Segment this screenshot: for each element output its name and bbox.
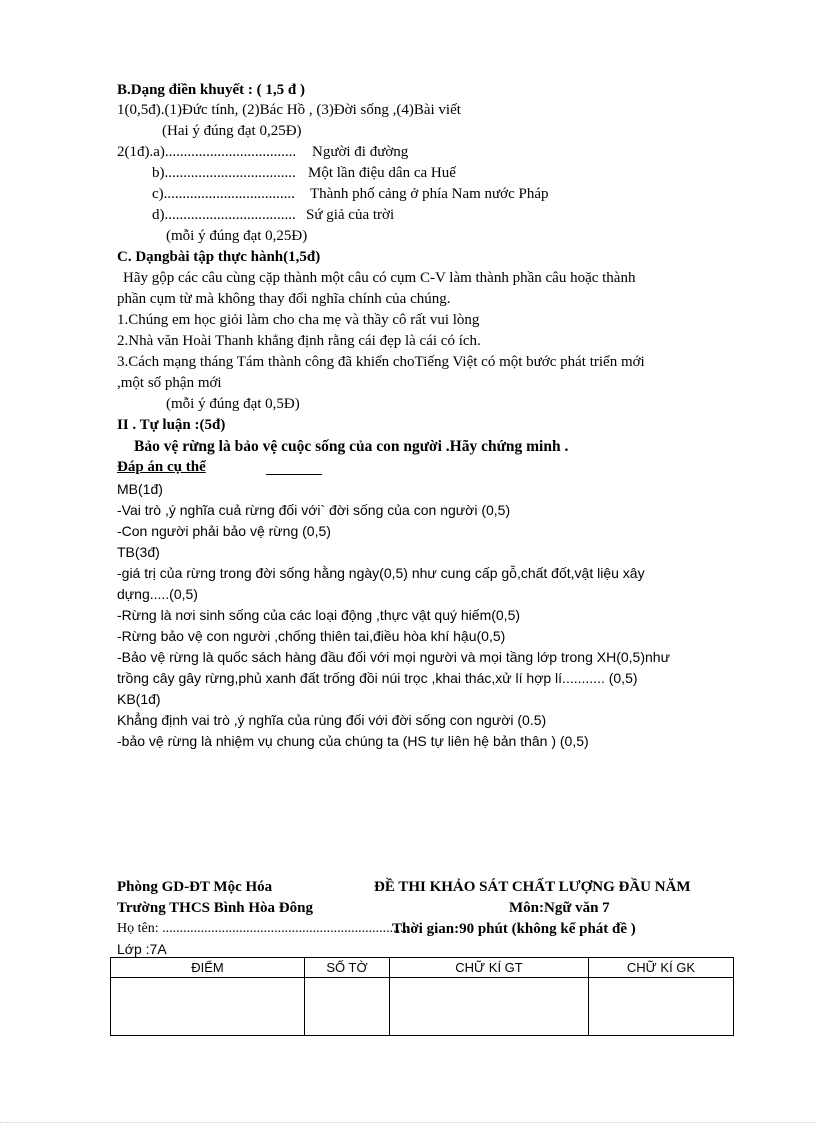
score-table — [110, 957, 734, 1036]
section-b-note1: (Hai ý đúng đạt 0,25Đ) — [162, 123, 302, 139]
section-c-heading: C. Dạngbài tập thực hành(1,5đ) — [117, 249, 321, 265]
section-b-line1: 1(0,5đ).(1)Đức tính, (2)Bác Hồ , (3)Đời sống ,(4)Bài viết — [117, 102, 461, 118]
page-count-cell — [305, 978, 390, 1036]
q2-c-text: Thành phố cảng ở phía Nam nước Pháp — [310, 186, 549, 202]
q2-a-lead: 2(1đ).a)................................... — [117, 144, 297, 160]
tb-item-4b: trồng cây gây rừng,phủ xanh đất trống đồi núi trọc ,khai thác,xử lí hợp lí........... (0,5) — [117, 670, 638, 686]
school-name: Trường THCS Bình Hòa Đông — [117, 900, 313, 916]
exam-time: Thời gian:90 phút (không kể phát đề ) — [392, 921, 636, 937]
section-c-s3b: ,một số phận mới — [117, 375, 222, 391]
mb-item-2: -Con người phải bảo vệ rừng (0,5) — [117, 523, 331, 539]
score-table-header-row — [111, 958, 734, 978]
exam-title: ĐỀ THI KHẢO SÁT CHẤT LƯỢNG ĐẦU NĂM — [374, 879, 691, 895]
header-page-count: SỐ TỜ — [305, 958, 390, 978]
q2-d-lead: d)................................... — [152, 207, 296, 223]
answer-title: Đáp án cụ thể — [117, 459, 206, 475]
tb-item-3: -Rừng bảo vệ con người ,chống thiên tai,điều hòa khí hậu(0,5) — [117, 628, 506, 644]
section-b-heading: B.Dạng điền khuyết : ( 1,5 đ ) — [117, 82, 305, 98]
score-cell — [111, 978, 305, 1036]
q2-c-lead: c)................................... — [152, 186, 295, 202]
q2-d-text: Sứ giả của trời — [306, 207, 395, 223]
header-score: ĐIỂM — [111, 958, 305, 978]
q2-note: (mỗi ý đúng đạt 0,25Đ) — [166, 228, 308, 244]
section-c-s2: 2.Nhà văn Hoài Thanh khẳng định rằng cái đẹp là cái có ích. — [117, 333, 481, 349]
tb-item-4a: -Bảo vệ rừng là quốc sách hàng đầu đối với mọi người và mọi tầng lớp trong XH(0,5)như — [117, 649, 670, 665]
section-c-intro2: phần cụm từ mà không thay đổi nghĩa chính của chúng. — [117, 291, 451, 307]
mb-heading: MB(1đ) — [117, 481, 163, 497]
essay-prompt: Bảo vệ rừng là bảo vệ cuộc sống của con người .Hãy chứng minh . — [134, 438, 569, 455]
section-c-s3a: 3.Cách mạng tháng Tám thành công đã khiến choTiếng Việt có một bước phát triển mới — [117, 354, 645, 370]
section-ii-heading: II . Tự luận :(5đ) — [117, 417, 226, 433]
tb-heading: TB(3đ) — [117, 544, 160, 560]
subject: Môn:Ngữ văn 7 — [509, 900, 610, 916]
section-c-note: (mỗi ý đúng đạt 0,5Đ) — [166, 396, 300, 412]
kb-heading: KB(1đ) — [117, 691, 161, 707]
office-name: Phòng GD-ĐT Mộc Hóa — [117, 879, 273, 895]
tb-item-2: -Rừng là nơi sinh sống của các loại động ,thực vật quý hiếm(0,5) — [117, 607, 521, 623]
answer-title-rule — [266, 474, 322, 475]
q2-b-lead: b)................................... — [152, 165, 296, 181]
tb-item-1b: dựng.....(0,5) — [117, 586, 198, 602]
grader-signature-cell — [589, 978, 734, 1036]
q2-b-text: Một lần điệu dân ca Huế — [308, 165, 456, 181]
student-name-field: Họ tên: ....................................................................... — [117, 921, 411, 936]
section-c-intro1: Hãy gộp các câu cùng cặp thành một câu có cụm C-V làm thành phần câu hoặc thành — [123, 270, 636, 286]
section-c-s1: 1.Chúng em học giỏi làm cho cha mẹ và thầy cô rất vui lòng — [117, 312, 480, 328]
tb-item-1a: -giá trị của rừng trong đời sống hằng ngày(0,5) như cung cấp gỗ,chất đốt,vật liệu xây — [117, 565, 645, 581]
header-proctor-signature: CHỮ KÍ GT — [390, 958, 589, 978]
kb-item-2: -bảo vệ rừng là nhiệm vụ chung của chúng ta (HS tự liên hệ bản thân ) (0,5) — [117, 733, 589, 749]
score-table-row — [111, 978, 734, 1036]
proctor-signature-cell — [390, 978, 589, 1036]
mb-item-1: -Vai trò ,ý nghĩa cuả rừng đối với` đời sống của con người (0,5) — [117, 502, 511, 518]
header-grader-signature: CHỮ KÍ GK — [589, 958, 734, 978]
class-label: Lớp :7A — [117, 941, 167, 957]
q2-a-text: Người đi đường — [312, 144, 409, 160]
kb-item-1: Khẳng định vai trò ,ý nghĩa của rùng đối với đời sống con người (0.5) — [117, 712, 547, 728]
